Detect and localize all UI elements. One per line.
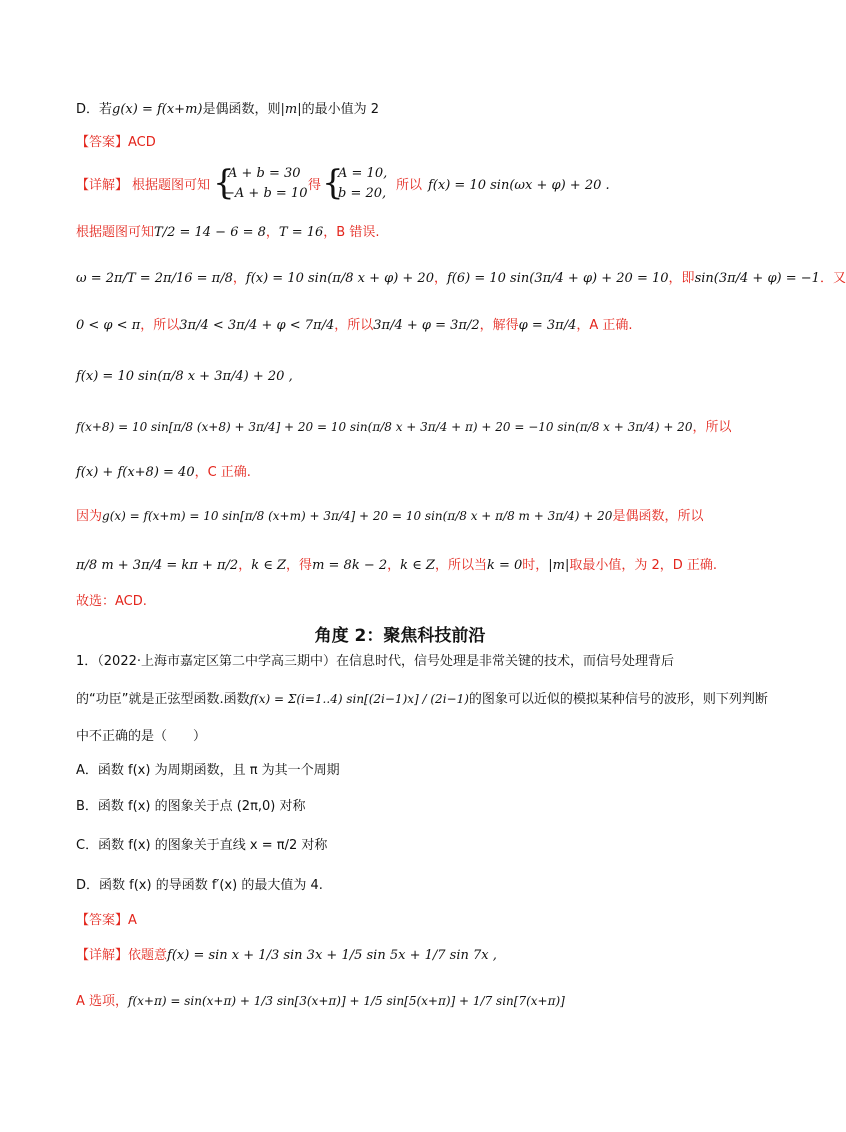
left-brace: { — [213, 163, 235, 203]
text: ，A 正确. — [576, 318, 633, 333]
option-d — [76, 875, 740, 897]
text: ，解得 — [479, 318, 519, 333]
detail-label: 【详解】 — [76, 178, 129, 193]
math-inequality: 3π/4 < 3π/4 + φ < 7π/4 — [179, 318, 335, 333]
conclusion-line — [76, 591, 740, 613]
math-fx-pi: f(x+π) = sin(x+π) + 1/3 sin[3(x+π)] + 1/5 sin[5(x+π)] + 1/7 sin[7(x+π)] — [128, 994, 565, 1008]
math-eq: 3π/4 + φ = 3π/2 — [373, 318, 480, 333]
system-eq-1: A + b = 30 — [228, 166, 301, 181]
text: 故选：ACD. — [76, 594, 147, 609]
text: ，所以 — [334, 318, 374, 333]
question-text: 的“功臣”就是正弦型函数.函数 — [76, 692, 250, 707]
text: ，B 错误. — [323, 225, 380, 240]
answer-label: 【答案】 — [76, 913, 129, 928]
text: 是偶函数，所以 — [612, 509, 704, 524]
math-k: k ∈ Z — [400, 558, 435, 573]
math-k0: k = 0 — [486, 558, 523, 573]
text: 因为 — [76, 509, 103, 524]
answer-line — [76, 132, 740, 154]
answer-label: 【答案】 — [76, 135, 129, 150]
fx-line — [76, 366, 740, 388]
detail-text: 依题意 — [128, 948, 168, 963]
gx-line — [76, 505, 740, 528]
option-d-prefix: D．若 — [76, 102, 113, 117]
math-fx8: f(x+8) = 10 sin[π/8 (x+8) + 3π/4] + 20 = 10 sin(π/8 x + 3π/4 + π) + 20 = −10 sin(π/8 x + 3π/4) + 20 — [76, 420, 693, 434]
option-d-text: D．函数 f(x) 的导函数 f′(x) 的最大值为 4. — [76, 878, 323, 893]
text: 时， — [522, 558, 549, 573]
option-a-text: A．函数 f(x) 为周期函数，且 π 为其一个周期 — [76, 763, 340, 778]
detail-label: 【详解】 — [76, 948, 129, 963]
text: 根据题图可知 — [76, 225, 155, 240]
math-fx: f(x) = 10 sin(π/8 x + φ) + 20 — [245, 271, 434, 286]
section-title: 角度 2：聚焦科技前沿 — [314, 626, 486, 646]
m-line: π/8 m + 3π/4 = kπ + π/2，k ∈ Z，得m = 8k − 2，k ∈ Z，所以当k = 0时，|m|取最小值，为 2，D 正确. — [76, 558, 718, 573]
detail-text: 根据题图可知 — [132, 178, 211, 193]
answer-value: ACD — [128, 135, 156, 150]
omega-line: ω = 2π/T = 2π/16 = π/8，f(x) = 10 sin(π/8 x + φ) + 20，f(6) = 10 sin(3π/4 + φ) + 20 = 10，即sin(3π/4 + φ) = −1．又 — [76, 271, 846, 286]
math-fx: f(x) = 10 sin(ωx + φ) + 20 . — [428, 178, 610, 193]
question-line-1 — [76, 651, 740, 673]
math-phi-range: 0 < φ < π — [76, 318, 141, 333]
sum-line — [76, 462, 740, 484]
math-k: k ∈ Z — [251, 558, 287, 573]
system-eq-2: −A + b = 10 — [224, 186, 308, 201]
text: 得 — [308, 178, 322, 193]
text: ，所以当 — [434, 558, 487, 573]
math-f6: f(6) = 10 sin(3π/4 + φ) + 20 = 10 — [447, 271, 669, 286]
text: ，C 正确. — [194, 465, 251, 480]
math-abs-m: |m| — [548, 558, 570, 573]
option-d-line — [76, 99, 740, 121]
detail-line — [76, 163, 740, 207]
text: 所以 — [396, 178, 423, 193]
system-sol-1: A = 10, — [338, 166, 388, 181]
math-phi: φ = 3π/4 — [518, 318, 577, 333]
left-brace: { — [322, 163, 344, 203]
math-eq: π/8 m + 3π/4 = kπ + π/2 — [76, 558, 239, 573]
option-b — [76, 796, 740, 818]
math-sum: f(x) + f(x+8) = 40 — [76, 465, 195, 480]
system-sol-2: b = 20, — [338, 186, 387, 201]
phi-line — [76, 315, 740, 337]
math-gx: g(x) = f(x+m) = 10 sin[π/8 (x+m) + 3π/4] + 20 = 10 sin(π/8 x + π/8 m + 3π/4) + 20 — [102, 509, 613, 523]
text: ．又 — [819, 271, 846, 286]
math-m: m = 8k − 2 — [312, 558, 388, 573]
question-text: 的图象可以近似的模拟某种信号的波形，则下列判断 — [468, 692, 768, 707]
math-fx: f(x) = 10 sin(π/8 x + 3π/4) + 20 , — [76, 369, 293, 384]
question-text: （2022·上海市嘉定区第二中学高三期中）在信息时代，信号处理是非常关键的技术，而信号处理背后 — [97, 654, 674, 669]
question-line-2 — [76, 688, 768, 711]
math-gx: g(x) = f(x+m) — [112, 102, 203, 117]
text: 即 — [681, 271, 695, 286]
math-fx: f(x) = sin x + 1/3 sin 3x + 1/5 sin 5x + 1/7 sin 7x , — [167, 948, 497, 963]
math-half-period: T/2 = 14 − 6 = 8 — [154, 225, 266, 240]
math-sum-fx: f(x) = Σ(i=1..4) sin[(2i−1)x] / (2i−1) — [249, 692, 469, 706]
math-omega: ω = 2π/T = 2π/16 = π/8 — [76, 271, 233, 286]
option-c-text: C．函数 f(x) 的图象关于直线 x = π/2 对称 — [76, 838, 328, 853]
text: 取最小值，为 2，D 正确. — [569, 558, 718, 573]
math-sin: sin(3π/4 + φ) = −1 — [694, 271, 820, 286]
math-period: T = 16 — [278, 225, 324, 240]
option-a-detail-label: A 选项， — [76, 994, 129, 1009]
text: ，所以 — [692, 420, 732, 435]
text: 是偶函数，则 — [202, 102, 281, 117]
question-line-3 — [76, 726, 740, 748]
option-c — [76, 835, 740, 857]
text: ，得 — [286, 558, 313, 573]
period-line: 根据题图可知T/2 = 14 − 6 = 8，T = 16，B 错误. — [76, 225, 380, 240]
question-number: 1． — [76, 654, 98, 669]
answer-line-2 — [76, 910, 740, 932]
fx8-line — [76, 416, 740, 439]
option-a — [76, 760, 740, 782]
text: ，所以 — [140, 318, 180, 333]
math-abs-m: |m| — [280, 102, 302, 117]
text: 的最小值为 2 — [301, 102, 379, 117]
option-a-detail — [76, 990, 740, 1013]
question-text: 中不正确的是（ ） — [76, 729, 207, 744]
answer-value: A — [128, 913, 137, 928]
option-b-text: B．函数 f(x) 的图象关于点 (2π,0) 对称 — [76, 799, 306, 814]
detail-line-2 — [76, 945, 740, 967]
